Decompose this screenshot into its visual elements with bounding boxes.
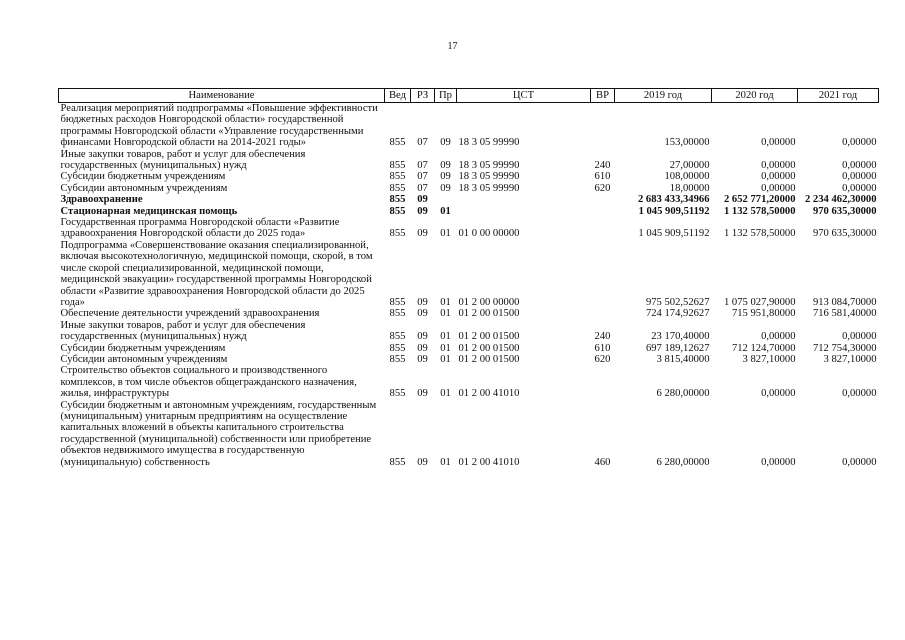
cell-rz: 09 bbox=[417, 296, 428, 308]
cell-vr bbox=[591, 103, 615, 149]
cell-ved: 855 bbox=[389, 296, 406, 308]
table-row bbox=[59, 194, 879, 205]
cell-cst: 01 2 00 01500 bbox=[458, 353, 520, 365]
cell-name: Субсидии автономным учреждениям bbox=[60, 182, 228, 194]
page-number: 17 bbox=[447, 41, 458, 52]
cell-2021: 712 754,30000 bbox=[812, 342, 877, 354]
cell-name: Иные закупки товаров, работ и услуг для обеспечения государственных (муниципальных) нужд bbox=[60, 319, 306, 343]
cell-2020: 0,00000 bbox=[761, 182, 796, 194]
cell-rz: 07 bbox=[417, 182, 428, 194]
cell-cst: 01 2 00 41010 bbox=[458, 456, 520, 468]
header-2019: 2019 год bbox=[615, 89, 712, 103]
table-row bbox=[59, 343, 879, 354]
cell-pr: 01 bbox=[440, 456, 451, 468]
cell-vr: 240 bbox=[594, 331, 611, 343]
cell-vr bbox=[591, 308, 615, 319]
header-2020: 2020 год bbox=[712, 89, 798, 103]
cell-name: Иные закупки товаров, работ и услуг для обеспечения государственных (муниципальных) нужд bbox=[60, 148, 306, 172]
cell-vr bbox=[591, 240, 615, 308]
cell-rz: 07 bbox=[417, 171, 428, 183]
cell-2021: 2 234 462,30000 bbox=[804, 194, 877, 206]
budget-table bbox=[58, 88, 879, 468]
cell-ved: 855 bbox=[389, 456, 406, 468]
table-row bbox=[59, 400, 879, 468]
cell-vr: 620 bbox=[594, 182, 611, 194]
cell-2020: 2 652 771,20000 bbox=[723, 194, 796, 206]
header-vr: ВР bbox=[591, 89, 615, 103]
cell-pr: 09 bbox=[440, 171, 451, 183]
cell-2021: 0,00000 bbox=[842, 182, 877, 194]
cell-name: Подпрограмма «Совершенствование оказания специализированной, включая высокотехнологичную, медицинской помощи, скорой, в том числе скорой специализированной, медицинской помощи, медицинской эвакуации» государственной программы Новгородской области «Развитие здравоохранения Новгородской области до 2025 года» bbox=[60, 239, 373, 308]
cell-rz: 09 bbox=[417, 205, 428, 217]
cell-cst: 01 0 00 00000 bbox=[458, 228, 520, 240]
cell-2019: 3 815,40000 bbox=[656, 353, 710, 365]
table-row bbox=[59, 103, 879, 149]
table-row bbox=[59, 365, 879, 399]
cell-cst: 01 2 00 01500 bbox=[458, 331, 520, 343]
table-row bbox=[59, 183, 879, 194]
cell-vr: 460 bbox=[594, 456, 611, 468]
cell-2020: 0,00000 bbox=[761, 160, 796, 172]
cell-cst: 01 2 00 01500 bbox=[458, 308, 520, 320]
cell-ved: 855 bbox=[389, 228, 406, 240]
cell-rz: 09 bbox=[417, 353, 428, 365]
cell-2020: 0,00000 bbox=[761, 388, 796, 400]
cell-2019: 153,00000 bbox=[664, 137, 710, 149]
cell-2019: 697 189,12627 bbox=[645, 342, 710, 354]
cell-pr: 01 bbox=[440, 388, 451, 400]
table-row bbox=[59, 217, 879, 240]
cell-pr: 01 bbox=[440, 308, 451, 320]
table-row bbox=[59, 206, 879, 217]
cell-pr: 01 bbox=[440, 331, 451, 343]
cell-2021: 970 635,30000 bbox=[812, 228, 877, 240]
cell-vr: 240 bbox=[594, 160, 611, 172]
cell-2019: 27,00000 bbox=[669, 160, 710, 172]
cell-ved: 855 bbox=[389, 182, 406, 194]
cell-2020: 3 827,10000 bbox=[742, 353, 796, 365]
cell-2020: 1 132 578,50000 bbox=[723, 205, 796, 217]
cell-2021: 0,00000 bbox=[842, 388, 877, 400]
cell-2021: 0,00000 bbox=[842, 171, 877, 183]
cell-cst: 18 3 05 99990 bbox=[458, 171, 520, 183]
cell-pr: 01 bbox=[440, 205, 451, 217]
cell-rz: 09 bbox=[417, 331, 428, 343]
cell-2021: 0,00000 bbox=[842, 137, 877, 149]
cell-2021: 970 635,30000 bbox=[812, 205, 877, 217]
cell-rz: 09 bbox=[417, 194, 428, 206]
cell-rz: 09 bbox=[417, 388, 428, 400]
cell-vr: 620 bbox=[594, 353, 611, 365]
cell-name: Субсидии автономным учреждениям bbox=[60, 353, 228, 365]
cell-cst: 18 3 05 99990 bbox=[458, 160, 520, 172]
cell-ved: 855 bbox=[389, 388, 406, 400]
cell-rz: 07 bbox=[417, 137, 428, 149]
cell-2020: 0,00000 bbox=[761, 137, 796, 149]
cell-ved: 855 bbox=[389, 331, 406, 343]
cell-2019: 6 280,00000 bbox=[656, 388, 710, 400]
cell-cst: 01 2 00 01500 bbox=[458, 342, 520, 354]
cell-vr bbox=[591, 365, 615, 399]
table-header-row bbox=[59, 89, 879, 103]
cell-2019: 18,00000 bbox=[669, 182, 710, 194]
cell-2021: 0,00000 bbox=[842, 331, 877, 343]
cell-cst: 18 3 05 99990 bbox=[458, 182, 520, 194]
cell-2021: 3 827,10000 bbox=[823, 353, 877, 365]
cell-pr: 01 bbox=[440, 228, 451, 240]
cell-pr bbox=[435, 194, 457, 205]
cell-pr: 01 bbox=[440, 342, 451, 354]
cell-name: Субсидии бюджетным учреждениям bbox=[60, 171, 226, 183]
cell-2020: 1 075 027,90000 bbox=[723, 296, 796, 308]
cell-2019: 1 045 909,51192 bbox=[638, 228, 710, 240]
cell-name: Субсидии бюджетным учреждениям bbox=[60, 342, 226, 354]
table-body bbox=[59, 103, 879, 469]
cell-cst: 01 2 00 00000 bbox=[458, 296, 520, 308]
cell-name: Реализация мероприятий подпрограммы «Повышение эффективности бюджетных расходов Новгородской области» государственной программы Новгородской области «Управление государственными финансами Новгородской области на 2014-2021 годы» bbox=[60, 103, 378, 149]
header-pr: Пр bbox=[435, 89, 457, 103]
cell-ved: 855 bbox=[389, 194, 406, 206]
cell-2019: 2 683 433,34966 bbox=[637, 194, 710, 206]
cell-pr: 01 bbox=[440, 353, 451, 365]
cell-ved: 855 bbox=[389, 205, 406, 217]
cell-rz: 09 bbox=[417, 456, 428, 468]
cell-2020: 0,00000 bbox=[761, 456, 796, 468]
cell-name: Государственная программа Новгородской области «Развитие здравоохранения Новгородской области до 2025 года» bbox=[60, 217, 340, 240]
cell-cst bbox=[457, 194, 591, 205]
cell-rz: 09 bbox=[417, 308, 428, 320]
cell-vr bbox=[591, 217, 615, 240]
cell-2020: 715 951,80000 bbox=[731, 308, 796, 320]
cell-rz: 09 bbox=[417, 342, 428, 354]
header-rz: РЗ bbox=[411, 89, 435, 103]
cell-ved: 855 bbox=[389, 160, 406, 172]
cell-vr: 610 bbox=[594, 342, 611, 354]
cell-2020: 712 124,70000 bbox=[731, 342, 796, 354]
cell-rz: 07 bbox=[417, 160, 428, 172]
cell-2020: 0,00000 bbox=[761, 171, 796, 183]
cell-2021: 913 084,70000 bbox=[812, 296, 877, 308]
table-row bbox=[59, 308, 879, 319]
header-name: Наименование bbox=[59, 89, 385, 103]
cell-2021: 0,00000 bbox=[842, 456, 877, 468]
cell-name: Субсидии бюджетным и автономным учреждениям, государственным (муниципальным) унитарным предприятиям на осуществление капитальных вложений в объекты капитального строительства государственной (муниципальной) собственности или приобретение объектов недвижимого имущества в государственную (муниципальную) собственность bbox=[60, 399, 377, 468]
cell-cst: 01 2 00 41010 bbox=[458, 388, 520, 400]
cell-ved: 855 bbox=[389, 308, 406, 320]
cell-name: Строительство объектов социального и производственного комплексов, в том числе объектов общегражданского назначения, жилья, инфраструктуры bbox=[60, 365, 357, 400]
cell-rz: 09 bbox=[417, 228, 428, 240]
header-cst: ЦСТ bbox=[457, 89, 591, 103]
table-row bbox=[59, 354, 879, 365]
cell-2019: 724 174,92627 bbox=[645, 308, 710, 320]
cell-2021: 716 581,40000 bbox=[812, 308, 877, 320]
cell-2019: 108,00000 bbox=[664, 171, 710, 183]
cell-2019: 975 502,52627 bbox=[645, 296, 710, 308]
cell-pr: 01 bbox=[440, 296, 451, 308]
cell-2020: 1 132 578,50000 bbox=[723, 228, 796, 240]
header-ved: Вед bbox=[385, 89, 411, 103]
cell-name: Стационарная медицинская помощь bbox=[60, 205, 238, 217]
cell-2019: 23 170,40000 bbox=[651, 331, 710, 343]
table-row bbox=[59, 149, 879, 172]
cell-2019: 6 280,00000 bbox=[656, 456, 710, 468]
cell-ved: 855 bbox=[389, 171, 406, 183]
cell-ved: 855 bbox=[389, 353, 406, 365]
table-row bbox=[59, 240, 879, 308]
cell-vr bbox=[591, 206, 615, 217]
cell-cst bbox=[457, 206, 591, 217]
cell-ved: 855 bbox=[389, 342, 406, 354]
cell-vr bbox=[591, 194, 615, 205]
header-2021: 2021 год bbox=[798, 89, 879, 103]
table-row bbox=[59, 171, 879, 182]
cell-name: Обеспечение деятельности учреждений здравоохранения bbox=[60, 308, 320, 320]
cell-vr: 610 bbox=[594, 171, 611, 183]
cell-name: Здравоохранение bbox=[60, 194, 143, 206]
table-row bbox=[59, 320, 879, 343]
cell-2020: 0,00000 bbox=[761, 331, 796, 343]
cell-pr: 09 bbox=[440, 182, 451, 194]
cell-pr: 09 bbox=[440, 137, 451, 149]
cell-cst: 18 3 05 99990 bbox=[458, 137, 520, 149]
cell-2019: 1 045 909,51192 bbox=[638, 205, 710, 217]
cell-ved: 855 bbox=[389, 137, 406, 149]
cell-2021: 0,00000 bbox=[842, 160, 877, 172]
cell-pr: 09 bbox=[440, 160, 451, 172]
